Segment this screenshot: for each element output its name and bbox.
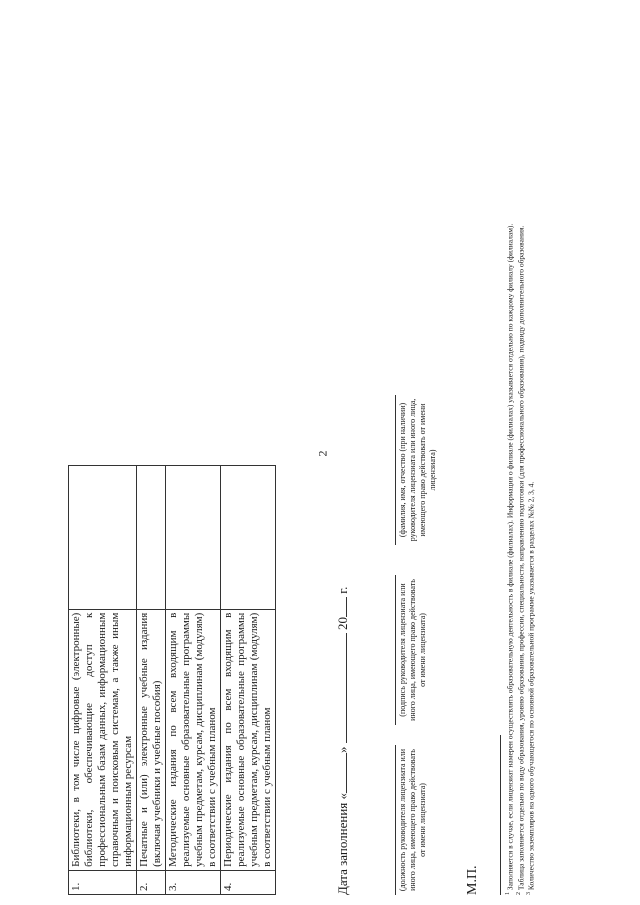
table-row <box>221 466 276 895</box>
page-number: 2 <box>315 450 330 457</box>
fill-date-close-quote: » <box>335 746 350 753</box>
table-row <box>69 466 137 895</box>
row-text: Методические издания по всем входящим в реализуемые основные образовательные программы учебным предметам, курсам, дисциплинам (модулям) в соответствии с учебным планом <box>166 609 221 870</box>
position-caption: (должность руководителя лицензиата или иного лица, имеющего право действовать от имени лицензиата) <box>398 748 427 892</box>
row-text: Периодические издания по всем входящим в реализуемые основные образовательные программы учебным предметам, курсам, дисциплинам (модулям) в соответствии с учебным планом <box>221 609 276 870</box>
stamp-label: М.П. <box>465 865 480 895</box>
fill-date-label: Дата заполнения « <box>335 792 350 895</box>
row-number: 4. <box>221 870 276 894</box>
signature-caption: (подпись руководителя лицензиата или иного лица, имеющего право действовать от имени лицензиата) <box>398 579 427 721</box>
resources-table <box>68 465 276 895</box>
fill-date-line <box>335 587 351 895</box>
position-signature-block <box>395 745 428 895</box>
footnote: $^1$ Заполняется в случае, если лицензиат намерен осуществлять образовательную деятельность в филиале (филиалах). Информация о филиале (филиалах) указывается отдельно по каждому филиалу (филиалам). <box>505 223 515 895</box>
table-row <box>137 466 166 895</box>
fill-date-year-suffix: г. <box>335 586 350 594</box>
row-value-cell <box>137 466 166 610</box>
row-value-cell <box>166 466 221 610</box>
fill-date-year-prefix: 20 <box>335 616 350 630</box>
row-value-cell <box>69 466 137 610</box>
footnote: $^3$ Количество экземпляров на одного обучающегося по основной образовательной программе указывается в разделах №№ 2, 3, 4. <box>526 481 536 895</box>
table-row <box>166 466 221 895</box>
row-text: Библиотеки, в том числе цифровые (электронные) библиотеки, обеспечивающие доступ к профессиональным базам данных, информационным справочным и поисковым системам, а также иным информационным ресурсам <box>69 609 137 870</box>
row-number: 1. <box>69 870 137 894</box>
footnotes <box>500 15 536 895</box>
footnote: $^2$ Таблица заполняется отдельно по виду образования, уровню образования, профессии, специальности, направлению подготовки (для профессионального образования), подвиду дополнительного образования. <box>515 225 525 895</box>
row-text: Печатные и (или) электронные учебные издания (включая учебники и учебные пособия) <box>137 609 166 870</box>
name-caption: (фамилия, имя, отчество (при наличии) руководителя лицензиата или иного лица, имеющего право действовать от имени лицензиата) <box>398 398 437 542</box>
row-number: 2. <box>137 870 166 894</box>
row-value-cell <box>221 466 276 610</box>
row-number: 3. <box>166 870 221 894</box>
signature-block <box>395 575 428 725</box>
name-signature-block <box>395 395 438 545</box>
